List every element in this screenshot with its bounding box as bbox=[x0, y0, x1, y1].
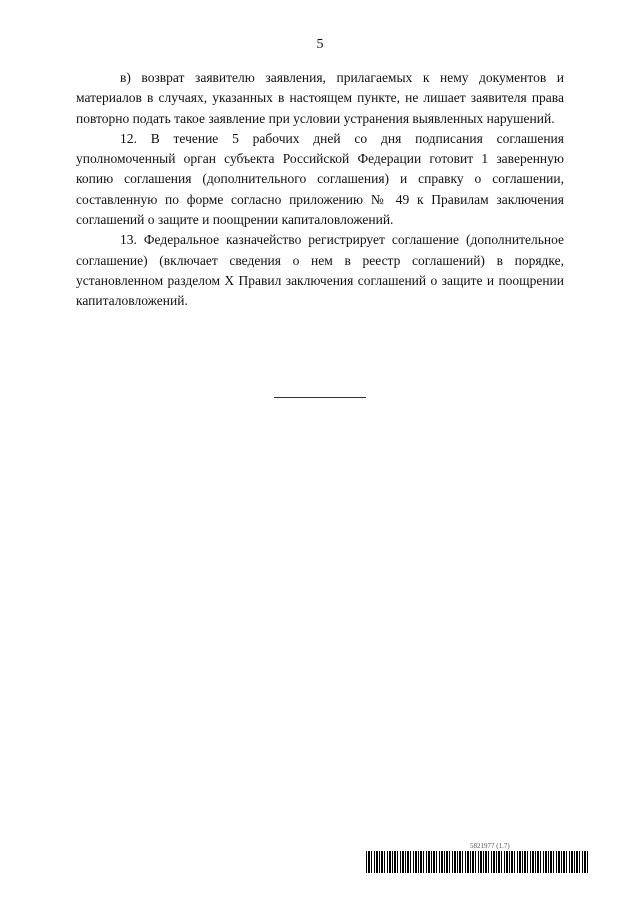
paragraph-13-treasury-registration: 13. Федеральное казначейство регистрирует соглашение (дополнительное соглашение) (включает сведения о нем в реестр соглашений) в порядке, установленном разделом X Правил заключения соглашений о защите и поощрении капиталовложений. bbox=[76, 232, 564, 309]
paragraph-12-agreement-copy: 12. В течение 5 рабочих дней со дня подписания соглашения уполномоченный орган субъекта Российской Федерации готовит 1 заверенную копию соглашения (дополнительного соглашения) и справку о соглашении, составленную по форме согласно приложению № 49 к Правилам заключения соглашений о защите и поощрении капиталовложений. bbox=[76, 130, 564, 228]
barcode-label: 5821977 (1.7) bbox=[470, 842, 510, 850]
end-of-text-separator bbox=[274, 397, 366, 398]
paragraph-v-return-of-application: в) возврат заявителю заявления, прилагаемых к нему документов и материалов в случаях, указанных в настоящем пункте, не лишает заявителя права повторно подать такое заявление при условии устранения выявленных нарушений. bbox=[76, 70, 564, 126]
barcode bbox=[366, 851, 588, 873]
document-body bbox=[76, 68, 564, 312]
page-number: 5 bbox=[316, 37, 324, 52]
